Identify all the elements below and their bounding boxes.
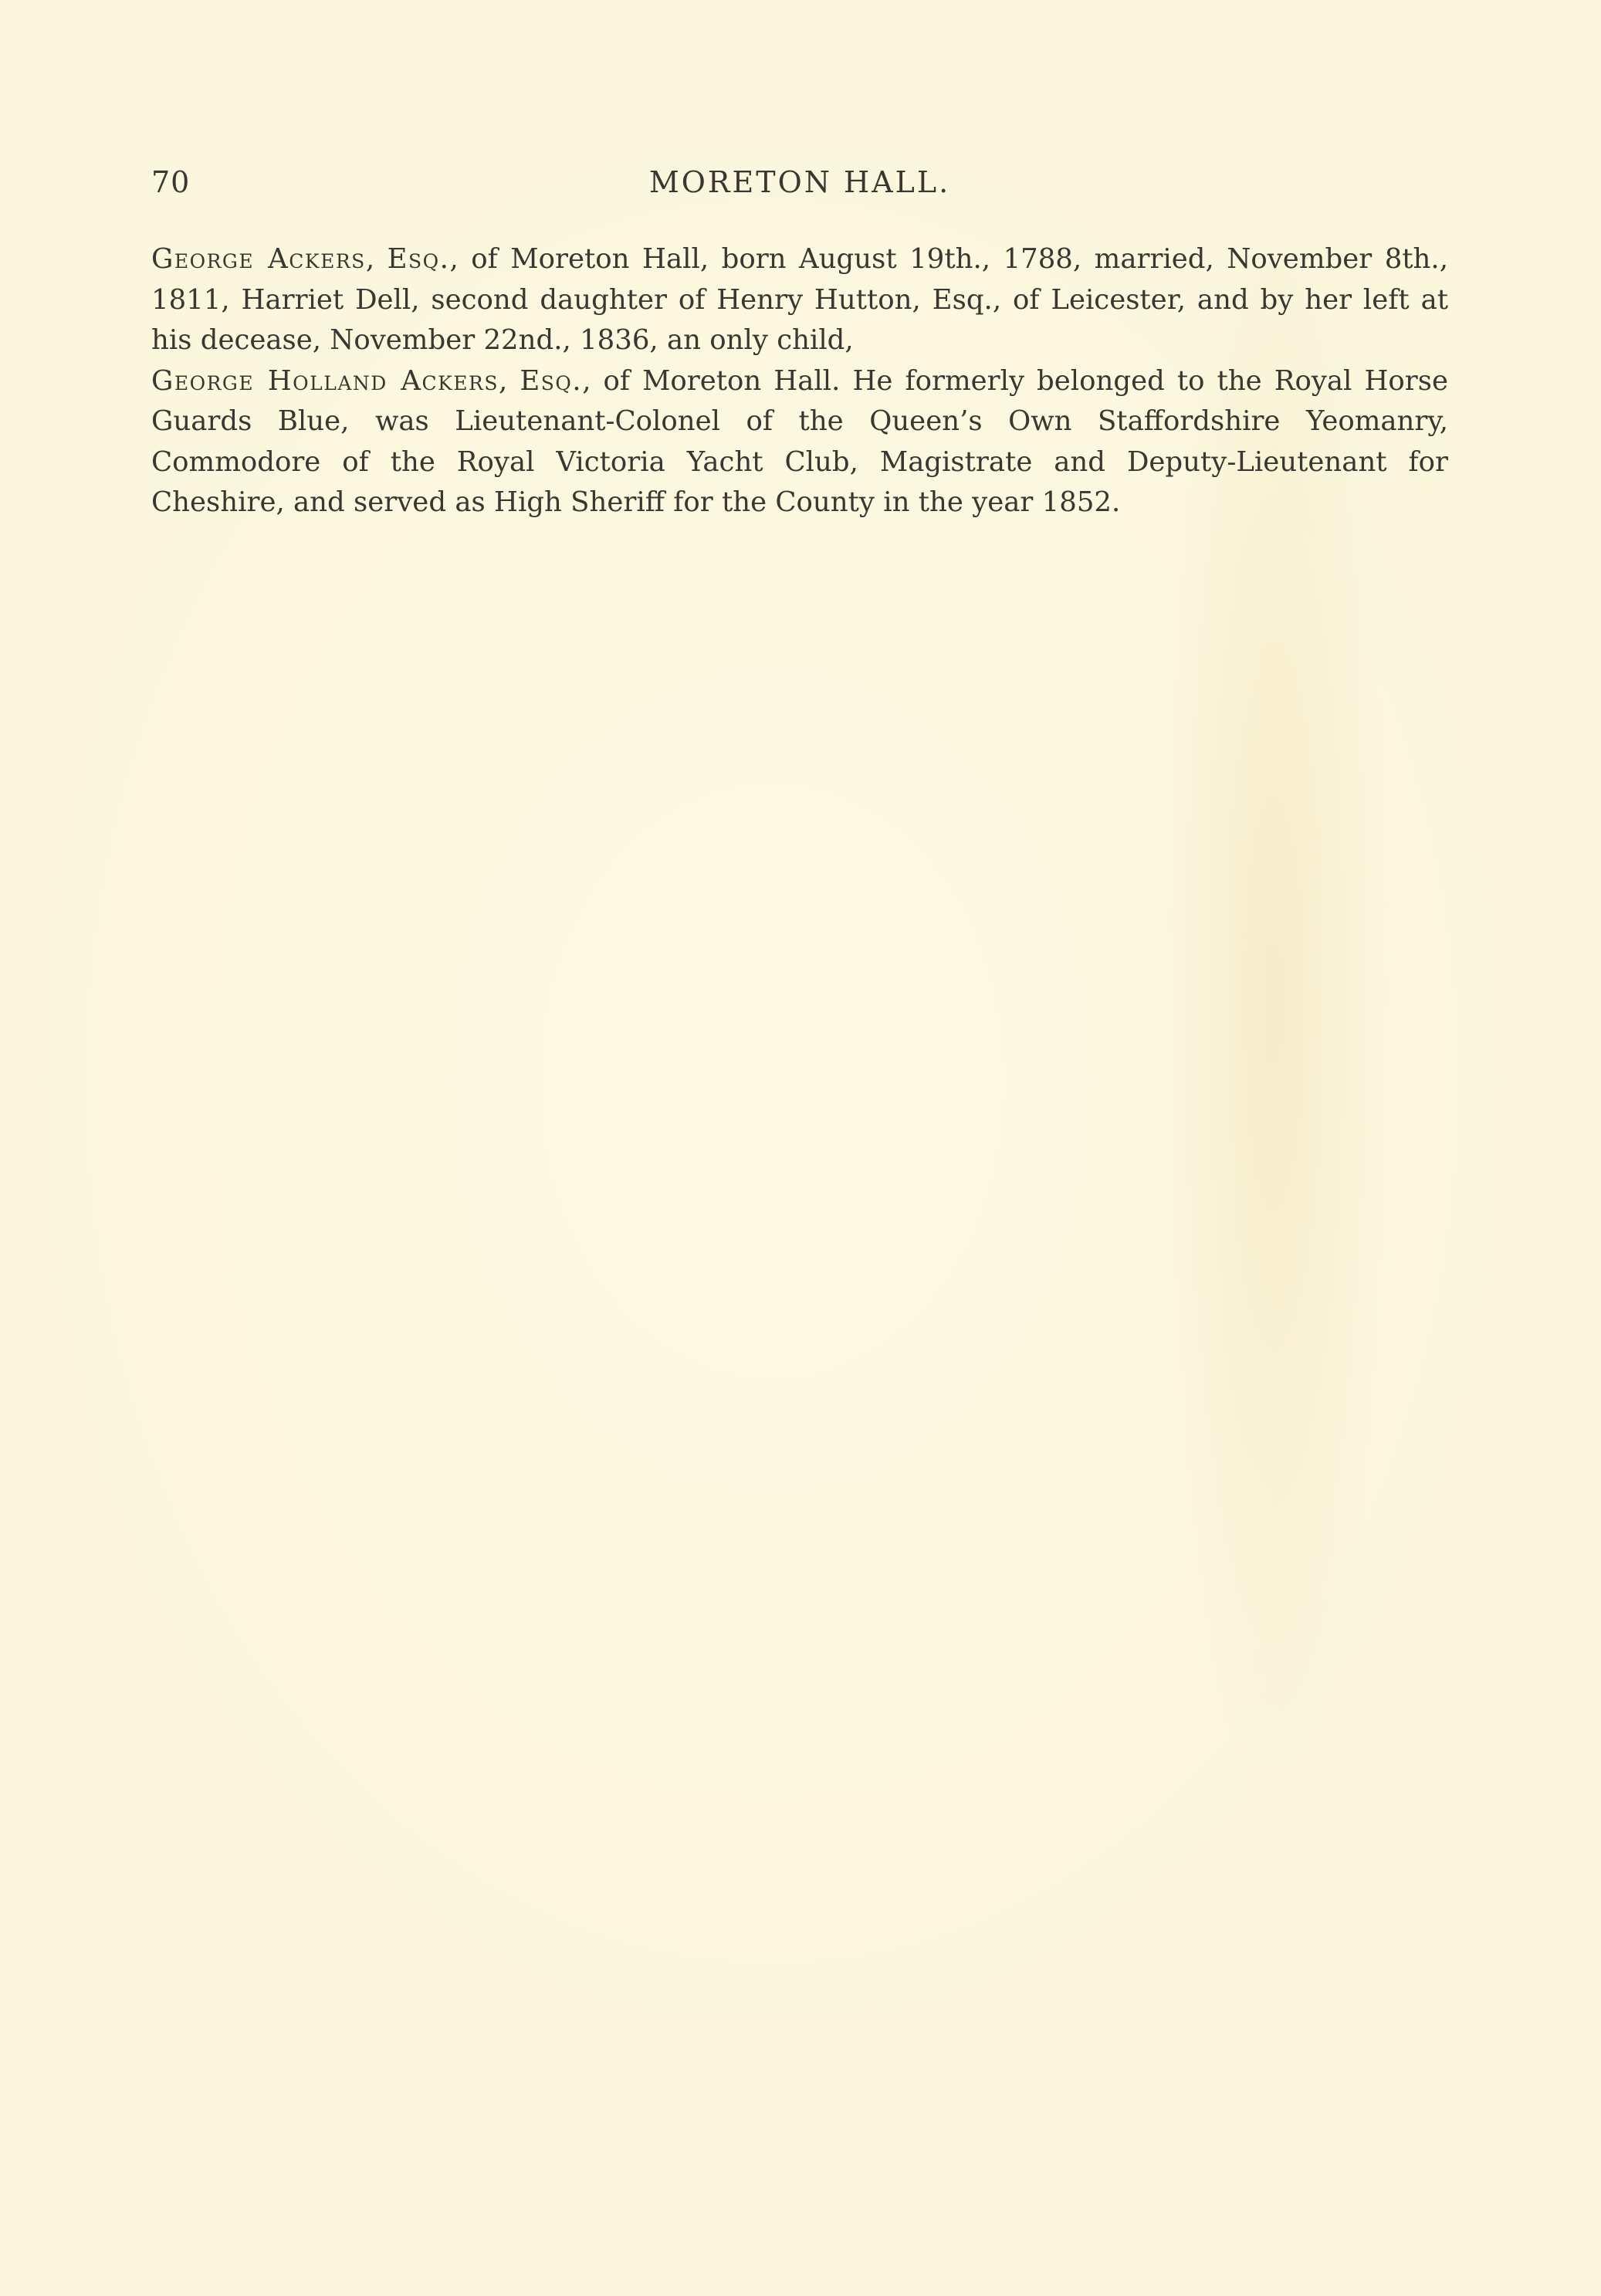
- running-head: [151, 165, 1448, 212]
- person-name: George Ackers: [151, 243, 366, 275]
- person-name: George Holland Ackers: [151, 364, 499, 397]
- paragraph-george-ackers: [151, 239, 1448, 361]
- paragraph-text: , of Moreton Hall, born August 19th., 1788, married, November 8th., 1811, Harriet Dell, second daughter of Henry Hutton, Esq., of Leicester, and by her left at his decease, November 22nd., 1836, an only child,: [151, 243, 1448, 356]
- name-comma: ,: [365, 243, 375, 275]
- paragraph-george-holland-ackers: [151, 361, 1448, 523]
- name-comma: ,: [499, 364, 508, 397]
- person-title: Esq.: [387, 243, 450, 275]
- page-number: 70: [151, 165, 191, 199]
- paragraph-text: , of Moreton Hall. He formerly belonged to the Royal Horse Guards Blue, was Lieutenant-Colonel of the Queen’s Own Staffordshire Yeomanry, Commodore of the Royal Victoria Yacht Club, Magistrate and Deputy-Lieutenant for Cheshire, and served as High Sheriff for the County in the year 1852.: [151, 364, 1448, 518]
- body-text: [151, 239, 1448, 523]
- person-title: Esq.: [520, 364, 583, 397]
- running-title: MORETON HALL.: [648, 165, 951, 199]
